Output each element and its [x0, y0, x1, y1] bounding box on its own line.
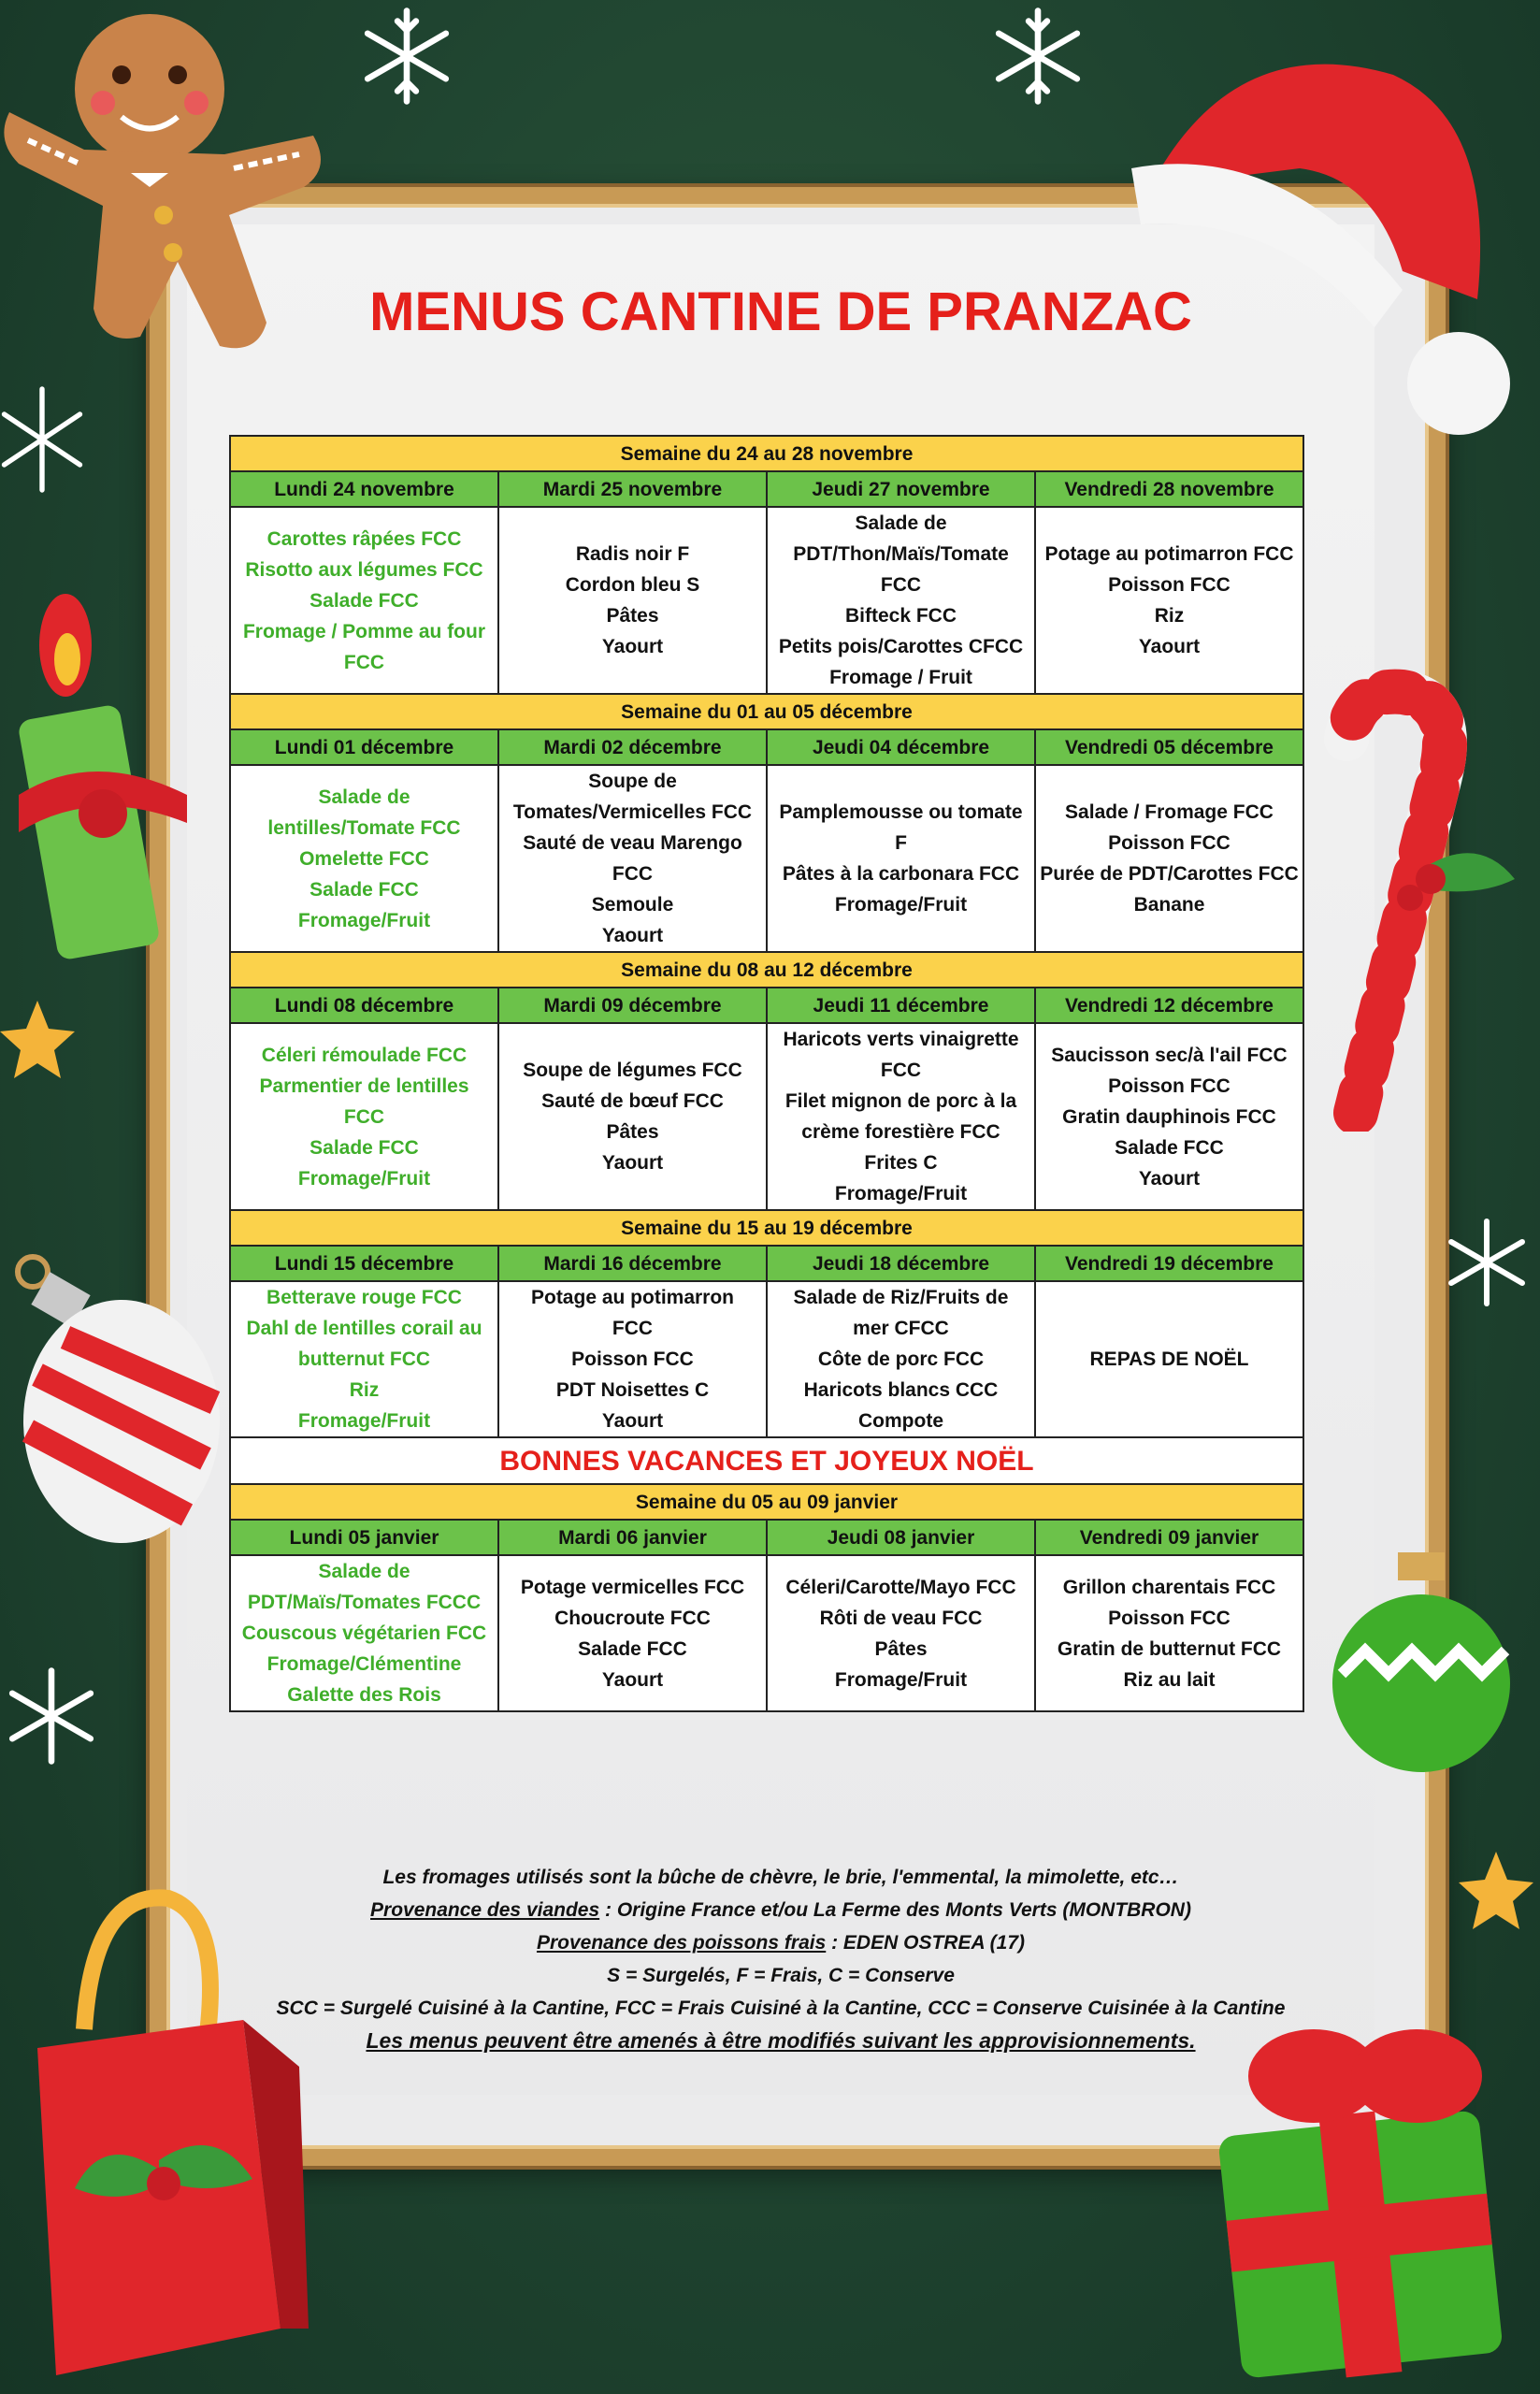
menu-item: Salade de — [318, 1561, 410, 1582]
notes-legend-detail: SCC = Surgelé Cuisiné à la Cantine, FCC = Frais Cuisiné à la Cantine, CCC = Conserve Cuisinée à la Cantine — [276, 1997, 1286, 2019]
day-header-row — [230, 1246, 1303, 1281]
menu-item: Céleri rémoulade FCC — [261, 1044, 468, 1066]
day-header: Jeudi 11 décembre — [767, 988, 1035, 1023]
menu-item: Rôti de veau FCC — [819, 1607, 983, 1629]
meal-cell — [498, 1281, 767, 1437]
snowflake-icon — [0, 1665, 103, 1767]
menu-item: Poisson FCC — [1108, 1607, 1231, 1629]
menu-item: Galette des Rois — [287, 1684, 441, 1706]
meal-cell — [767, 1281, 1035, 1437]
day-header: Jeudi 27 novembre — [767, 471, 1035, 507]
meals-row — [230, 507, 1303, 694]
week-header-row — [230, 436, 1303, 471]
menu-item: Salade FCC — [1115, 1136, 1224, 1159]
meal-cell — [767, 765, 1035, 952]
star-icon — [1454, 1847, 1538, 1931]
menu-item: Fromage / Fruit — [829, 667, 972, 688]
menu-item: Choucroute FCC — [554, 1607, 711, 1629]
menu-item: Salade de Riz/Fruits de — [793, 1287, 1009, 1308]
menu-item: Betterave rouge FCC — [266, 1287, 462, 1308]
menu-item: REPAS DE NOËL — [1089, 1348, 1249, 1370]
ornament-icon — [1309, 1543, 1533, 1777]
holiday-banner: BONNES VACANCES ET JOYEUX NOËL — [230, 1437, 1303, 1484]
week-header: Semaine du 24 au 28 novembre — [230, 436, 1303, 471]
meals-row — [230, 1555, 1303, 1711]
menu-item: Salade de — [318, 786, 410, 808]
menu-item: Fromage / Pomme au four — [242, 620, 486, 642]
menu-item: FCC — [343, 651, 385, 673]
menu-item: Sauté de bœuf FCC — [541, 1090, 724, 1112]
day-header-row — [230, 988, 1303, 1023]
day-header: Jeudi 08 janvier — [767, 1520, 1035, 1555]
day-header: Mardi 16 décembre — [498, 1246, 767, 1281]
menu-item: Fromage/Fruit — [297, 1410, 431, 1432]
meals-row — [230, 765, 1303, 952]
menu-item: Couscous végétarien FCC — [241, 1622, 487, 1644]
menu-item: Haricots verts vinaigrette — [783, 1029, 1019, 1050]
day-header: Lundi 01 décembre — [230, 729, 498, 765]
menu-item: Yaourt — [1138, 1167, 1201, 1190]
meals-row — [230, 1281, 1303, 1437]
menu-item: Banane — [1133, 894, 1205, 916]
notes-meat-origin: Provenance des viandes : Origine France et/ou La Ferme des Monts Verts (MONTBRON) — [370, 1899, 1191, 1921]
menu-item: Potage vermicelles FCC — [520, 1576, 745, 1598]
meal-cell — [1035, 1023, 1303, 1210]
menu-item: lentilles/Tomate FCC — [267, 816, 461, 839]
meal-cell — [498, 1555, 767, 1711]
menu-item: Purée de PDT/Carottes FCC — [1040, 863, 1299, 885]
snowflake-icon — [986, 5, 1089, 108]
menu-item: Omelette FCC — [299, 847, 429, 870]
menu-item: Pâtes à la carbonara FCC — [782, 863, 1020, 885]
menu-item: Poisson FCC — [571, 1348, 694, 1370]
menu-item: Pâtes — [874, 1637, 928, 1660]
menu-item: Risotto aux légumes FCC — [245, 558, 483, 581]
menu-item: FCC — [612, 863, 654, 885]
menu-item: Gratin de butternut FCC — [1057, 1637, 1282, 1660]
day-header: Vendredi 28 novembre — [1035, 471, 1303, 507]
menu-item: Compote — [858, 1410, 943, 1432]
day-header: Jeudi 18 décembre — [767, 1246, 1035, 1281]
meal-cell — [767, 1555, 1035, 1711]
menu-item: Potage au potimarron — [530, 1287, 735, 1308]
menu-item: Salade FCC — [309, 589, 419, 612]
day-header: Mardi 02 décembre — [498, 729, 767, 765]
notes-legend: S = Surgelés, F = Frais, C = Conserve — [607, 1965, 955, 1986]
notes-fish-origin: Provenance des poissons frais : EDEN OSTREA (17) — [536, 1932, 1026, 1954]
week-header-row — [230, 694, 1303, 729]
snowflake-icon — [355, 5, 458, 108]
meal-cell — [1035, 507, 1303, 694]
day-header-row — [230, 1520, 1303, 1555]
menu-item: Haricots blancs CCC — [803, 1379, 999, 1401]
menu-item: Dahl de lentilles corail au — [246, 1318, 482, 1339]
week-header: Semaine du 15 au 19 décembre — [230, 1210, 1303, 1246]
day-header: Lundi 24 novembre — [230, 471, 498, 507]
menu-item: Pamplemousse ou tomate — [779, 801, 1023, 823]
menu-item: Côte de porc FCC — [817, 1348, 985, 1370]
menu-item: Yaourt — [601, 925, 664, 946]
meal-cell — [230, 1555, 498, 1711]
day-header: Vendredi 05 décembre — [1035, 729, 1303, 765]
menu-item: Yaourt — [601, 1410, 664, 1432]
meal-cell — [498, 765, 767, 952]
menu-item: mer CFCC — [853, 1318, 949, 1339]
snowflake-icon — [0, 374, 84, 505]
menu-item: Salade FCC — [309, 878, 419, 901]
menu-item: PDT Noisettes C — [555, 1379, 710, 1401]
menu-item: F — [895, 832, 907, 854]
menu-item: Tomates/Vermicelles FCC — [512, 801, 753, 823]
menu-item: PDT/Maïs/Tomates FCCC — [247, 1592, 482, 1613]
meals-row — [230, 1023, 1303, 1210]
day-header: Jeudi 04 décembre — [767, 729, 1035, 765]
menu-item: Radis noir F — [575, 543, 690, 565]
meal-cell — [498, 1023, 767, 1210]
menu-item: Soupe de — [588, 771, 677, 792]
menu-item: Salade de — [855, 512, 947, 534]
meal-cell — [230, 1281, 498, 1437]
meal-cell — [230, 507, 498, 694]
menu-item: Petits pois/Carottes CFCC — [778, 636, 1024, 657]
meal-cell — [230, 765, 498, 952]
day-header: Mardi 06 janvier — [498, 1520, 767, 1555]
menu-item: Gratin dauphinois FCC — [1062, 1105, 1276, 1128]
menu-item: Riz au lait — [1123, 1668, 1216, 1691]
menu-item: Fromage/Fruit — [297, 909, 431, 931]
meal-cell — [230, 1023, 498, 1210]
menu-item: Poisson FCC — [1108, 1074, 1231, 1097]
menu-item: butternut FCC — [297, 1348, 431, 1370]
menu-item: Potage au potimarron FCC — [1044, 543, 1294, 565]
menu-item: Carottes râpées FCC — [266, 527, 462, 550]
menu-item: PDT/Thon/Maïs/Tomate — [793, 543, 1009, 565]
menu-item: Grillon charentais FCC — [1062, 1576, 1276, 1598]
meal-cell — [1035, 1281, 1303, 1437]
day-header: Vendredi 12 décembre — [1035, 988, 1303, 1023]
week-header-row — [230, 1210, 1303, 1246]
notes-disclaimer: Les menus peuvent être amenés à être modifiés suivant les approvisionnements. — [366, 2028, 1196, 2053]
menu-item: crème forestière FCC — [801, 1121, 1000, 1143]
menu-item: Poisson FCC — [1108, 574, 1231, 596]
menu-item: Sauté de veau Marengo — [523, 832, 742, 854]
menu-item: Fromage/Fruit — [834, 1668, 968, 1691]
menu-item: Frites C — [864, 1152, 938, 1174]
menu-item: Céleri/Carotte/Mayo FCC — [785, 1576, 1016, 1598]
menu-item: Salade / Fromage FCC — [1065, 801, 1274, 823]
page-title: MENUS CANTINE DE PRANZAC — [369, 281, 1192, 342]
week-header: Semaine du 05 au 09 janvier — [230, 1484, 1303, 1520]
menu-item: FCC — [612, 1318, 654, 1339]
menu-item: Filet mignon de porc à la — [784, 1090, 1017, 1112]
day-header: Vendredi 19 décembre — [1035, 1246, 1303, 1281]
santa-hat-icon — [1094, 37, 1533, 449]
menu-table — [229, 435, 1304, 1712]
candy-cane-icon — [1300, 645, 1533, 1132]
notes-block — [187, 1861, 1374, 2057]
day-header: Vendredi 09 janvier — [1035, 1520, 1303, 1555]
menu-item: Poisson FCC — [1108, 832, 1231, 854]
menu-item: Salade FCC — [578, 1637, 687, 1660]
meal-cell — [767, 1023, 1035, 1210]
star-icon — [0, 996, 75, 1080]
menu-item: Fromage/Fruit — [834, 1183, 968, 1204]
menu-item: Semoule — [591, 894, 674, 916]
menu-item: Saucisson sec/à l'ail FCC — [1051, 1044, 1288, 1066]
candle-icon — [0, 580, 243, 973]
holiday-banner-row — [230, 1437, 1303, 1484]
menu-item: FCC — [343, 1105, 385, 1128]
menu-item: Yaourt — [1138, 636, 1201, 657]
week-header-row — [230, 1484, 1303, 1520]
week-header-row — [230, 952, 1303, 988]
meal-cell — [767, 507, 1035, 694]
meal-cell — [1035, 765, 1303, 952]
menu-item: Riz — [1154, 605, 1185, 627]
menu-item: Fromage/Clémentine — [266, 1653, 462, 1675]
meal-cell — [498, 507, 767, 694]
menu-item: Bifteck FCC — [844, 605, 957, 627]
menu-item: Yaourt — [601, 636, 664, 657]
menu-item: Parmentier de lentilles — [259, 1074, 469, 1097]
notes-cheese: Les fromages utilisés sont la bûche de chèvre, le brie, l'emmental, la mimolette, etc… — [382, 1867, 1179, 1888]
day-header: Lundi 05 janvier — [230, 1520, 498, 1555]
menu-item: FCC — [880, 574, 922, 596]
menu-item: Fromage/Fruit — [297, 1167, 431, 1190]
week-header: Semaine du 01 au 05 décembre — [230, 694, 1303, 729]
menu-item: Yaourt — [601, 1668, 664, 1691]
ornament-icon — [0, 1244, 234, 1552]
menu-item: FCC — [880, 1060, 922, 1081]
menu-item: Fromage/Fruit — [834, 894, 968, 916]
day-header: Mardi 25 novembre — [498, 471, 767, 507]
menu-item: Riz — [349, 1379, 380, 1401]
day-header: Mardi 09 décembre — [498, 988, 767, 1023]
menu-item: Pâtes — [606, 1121, 659, 1143]
menu-item: Cordon bleu S — [565, 574, 700, 596]
day-header-row — [230, 471, 1303, 507]
menu-item: Yaourt — [601, 1152, 664, 1174]
snowflake-icon — [1440, 1216, 1533, 1309]
menu-item: Salade FCC — [309, 1136, 419, 1159]
week-header: Semaine du 08 au 12 décembre — [230, 952, 1303, 988]
day-header: Lundi 15 décembre — [230, 1246, 498, 1281]
day-header: Lundi 08 décembre — [230, 988, 498, 1023]
meal-cell — [1035, 1555, 1303, 1711]
menu-item: Pâtes — [606, 605, 659, 627]
day-header-row — [230, 729, 1303, 765]
menu-item: Soupe de légumes FCC — [523, 1060, 742, 1081]
